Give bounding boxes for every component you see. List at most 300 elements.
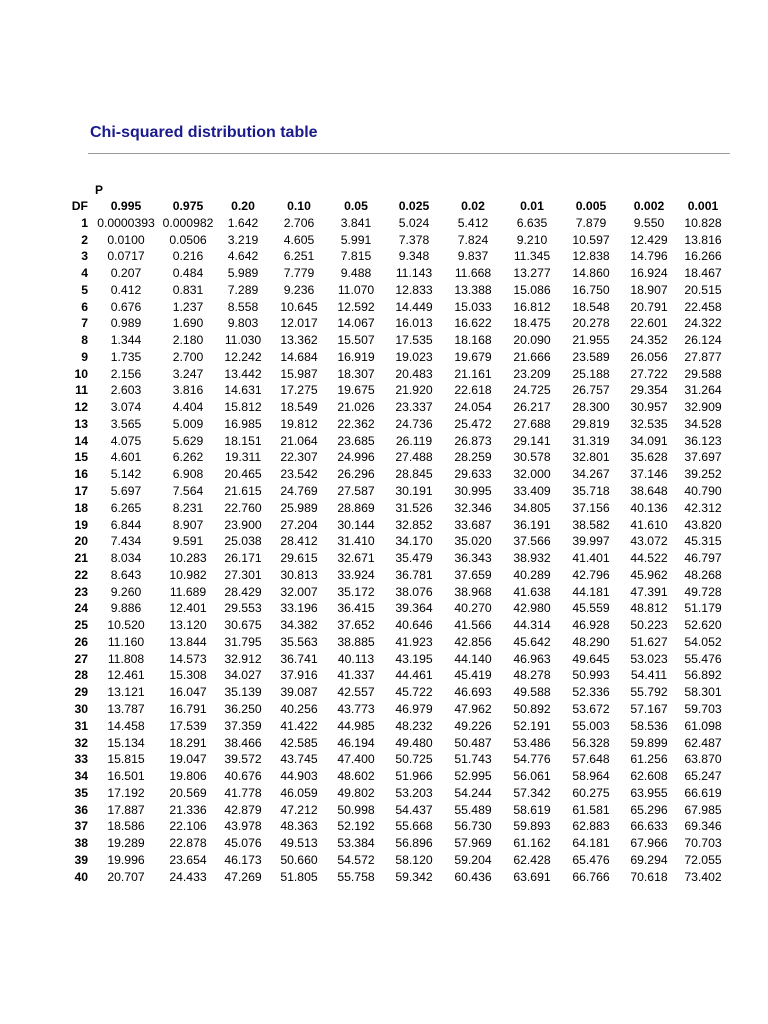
value-cell: 28.429 bbox=[224, 584, 262, 599]
table-row bbox=[62, 550, 728, 567]
value-cell: 57.342 bbox=[513, 785, 551, 800]
value-cell: 45.076 bbox=[224, 836, 262, 851]
value-cell: 9.236 bbox=[283, 282, 315, 297]
value-cell: 0.412 bbox=[110, 282, 142, 297]
df-cell: 31 bbox=[74, 718, 88, 733]
value-cell: 11.668 bbox=[454, 266, 492, 281]
df-cell: 40 bbox=[74, 869, 88, 884]
value-cell: 33.409 bbox=[513, 484, 551, 499]
value-cell: 13.442 bbox=[224, 366, 262, 381]
table-row bbox=[62, 416, 728, 433]
value-cell: 55.668 bbox=[395, 819, 433, 834]
value-cell: 42.312 bbox=[684, 500, 722, 515]
df-cell: 3 bbox=[81, 249, 88, 264]
df-cell: 29 bbox=[74, 685, 88, 700]
value-cell: 1.642 bbox=[227, 215, 259, 230]
value-cell: 49.480 bbox=[395, 735, 433, 750]
value-cell: 39.364 bbox=[395, 601, 433, 616]
value-cell: 10.597 bbox=[572, 232, 610, 247]
value-cell: 29.354 bbox=[630, 383, 668, 398]
value-cell: 18.467 bbox=[684, 266, 722, 281]
df-cell: 6 bbox=[81, 299, 88, 314]
value-cell: 20.090 bbox=[513, 333, 551, 348]
value-cell: 53.023 bbox=[630, 651, 668, 666]
value-cell: 16.266 bbox=[684, 249, 722, 264]
df-header: DF bbox=[71, 199, 88, 213]
df-cell: 15 bbox=[74, 450, 88, 465]
value-cell: 15.507 bbox=[337, 333, 375, 348]
value-cell: 20.515 bbox=[684, 282, 722, 297]
value-cell: 43.072 bbox=[630, 534, 668, 549]
table-row bbox=[62, 567, 728, 584]
value-cell: 0.0717 bbox=[107, 249, 145, 264]
value-cell: 20.707 bbox=[107, 869, 145, 884]
probability-header: 0.002 bbox=[633, 199, 665, 213]
value-cell: 36.343 bbox=[454, 551, 492, 566]
value-cell: 4.642 bbox=[227, 249, 259, 264]
value-cell: 16.622 bbox=[454, 316, 492, 331]
value-cell: 25.188 bbox=[572, 366, 610, 381]
value-cell: 30.995 bbox=[454, 484, 492, 499]
value-cell: 49.802 bbox=[337, 785, 375, 800]
value-cell: 32.007 bbox=[280, 584, 318, 599]
probability-header: 0.02 bbox=[461, 199, 485, 213]
value-cell: 34.805 bbox=[513, 500, 551, 515]
value-cell: 35.628 bbox=[630, 450, 668, 465]
value-cell: 16.047 bbox=[169, 685, 207, 700]
value-cell: 49.226 bbox=[454, 718, 492, 733]
value-cell: 26.296 bbox=[337, 467, 375, 482]
value-cell: 46.797 bbox=[684, 551, 722, 566]
value-cell: 28.259 bbox=[454, 450, 492, 465]
value-cell: 59.703 bbox=[684, 701, 722, 716]
value-cell: 6.844 bbox=[110, 517, 142, 532]
table-row bbox=[62, 466, 728, 483]
value-cell: 34.027 bbox=[224, 668, 262, 683]
value-cell: 59.893 bbox=[513, 819, 551, 834]
value-cell: 36.250 bbox=[224, 701, 262, 716]
value-cell: 53.203 bbox=[395, 785, 433, 800]
value-cell: 50.993 bbox=[572, 668, 610, 683]
table-row bbox=[62, 349, 728, 366]
value-cell: 2.603 bbox=[110, 383, 142, 398]
value-cell: 30.957 bbox=[630, 400, 668, 415]
value-cell: 16.791 bbox=[169, 701, 207, 716]
value-cell: 12.242 bbox=[224, 349, 262, 364]
value-cell: 44.181 bbox=[572, 584, 610, 599]
value-cell: 3.816 bbox=[172, 383, 204, 398]
table-row bbox=[62, 215, 728, 232]
value-cell: 30.144 bbox=[337, 517, 375, 532]
value-cell: 48.268 bbox=[684, 567, 722, 582]
value-cell: 41.337 bbox=[337, 668, 375, 683]
value-cell: 46.963 bbox=[513, 651, 551, 666]
df-cell: 4 bbox=[81, 266, 88, 281]
value-cell: 2.700 bbox=[172, 349, 204, 364]
value-cell: 20.483 bbox=[395, 366, 433, 381]
value-cell: 13.120 bbox=[169, 618, 207, 633]
value-cell: 0.676 bbox=[110, 299, 142, 314]
value-cell: 16.013 bbox=[395, 316, 433, 331]
title-divider bbox=[88, 153, 730, 154]
value-cell: 38.885 bbox=[337, 634, 375, 649]
value-cell: 48.290 bbox=[572, 634, 610, 649]
value-cell: 57.648 bbox=[572, 752, 610, 767]
value-cell: 8.558 bbox=[227, 299, 259, 314]
value-cell: 58.120 bbox=[395, 852, 433, 867]
value-cell: 18.307 bbox=[337, 366, 375, 381]
value-cell: 14.796 bbox=[630, 249, 668, 264]
value-cell: 5.009 bbox=[172, 416, 204, 431]
value-cell: 20.791 bbox=[630, 299, 668, 314]
value-cell: 26.757 bbox=[572, 383, 610, 398]
value-cell: 22.362 bbox=[337, 416, 375, 431]
value-cell: 35.139 bbox=[224, 685, 262, 700]
value-cell: 41.401 bbox=[572, 551, 610, 566]
value-cell: 29.633 bbox=[454, 467, 492, 482]
value-cell: 52.620 bbox=[684, 618, 722, 633]
value-cell: 37.652 bbox=[337, 618, 375, 633]
value-cell: 12.833 bbox=[395, 282, 433, 297]
value-cell: 2.180 bbox=[172, 333, 204, 348]
value-cell: 26.171 bbox=[224, 551, 262, 566]
value-cell: 14.573 bbox=[169, 651, 207, 666]
value-cell: 15.308 bbox=[169, 668, 207, 683]
df-cell: 23 bbox=[74, 584, 88, 599]
table-row bbox=[62, 835, 728, 852]
value-cell: 14.067 bbox=[337, 316, 375, 331]
value-cell: 38.582 bbox=[572, 517, 610, 532]
value-cell: 60.436 bbox=[454, 869, 492, 884]
value-cell: 29.819 bbox=[572, 416, 610, 431]
value-cell: 62.428 bbox=[513, 852, 551, 867]
value-cell: 18.475 bbox=[513, 316, 551, 331]
df-cell: 37 bbox=[74, 819, 88, 834]
table-row bbox=[62, 449, 728, 466]
df-cell: 32 bbox=[74, 735, 88, 750]
value-cell: 57.167 bbox=[630, 701, 668, 716]
value-cell: 27.688 bbox=[513, 416, 551, 431]
value-cell: 28.869 bbox=[337, 500, 375, 515]
value-cell: 52.336 bbox=[572, 685, 610, 700]
df-cell: 12 bbox=[74, 400, 88, 415]
value-cell: 65.476 bbox=[572, 852, 610, 867]
value-cell: 64.181 bbox=[572, 836, 610, 851]
value-cell: 41.638 bbox=[513, 584, 551, 599]
value-cell: 24.736 bbox=[395, 416, 433, 431]
value-cell: 65.247 bbox=[684, 769, 722, 784]
value-cell: 5.991 bbox=[340, 232, 372, 247]
value-cell: 49.588 bbox=[513, 685, 551, 700]
value-cell: 22.307 bbox=[280, 450, 318, 465]
value-cell: 29.588 bbox=[684, 366, 722, 381]
value-cell: 0.216 bbox=[172, 249, 204, 264]
value-cell: 47.212 bbox=[280, 802, 318, 817]
value-cell: 27.587 bbox=[337, 484, 375, 499]
value-cell: 4.404 bbox=[172, 400, 204, 415]
value-cell: 19.675 bbox=[337, 383, 375, 398]
value-cell: 32.912 bbox=[224, 651, 262, 666]
value-cell: 13.787 bbox=[107, 701, 145, 716]
value-cell: 58.301 bbox=[684, 685, 722, 700]
probability-header: 0.005 bbox=[575, 199, 607, 213]
value-cell: 15.134 bbox=[107, 735, 145, 750]
value-cell: 55.003 bbox=[572, 718, 610, 733]
value-cell: 26.119 bbox=[395, 433, 433, 448]
value-cell: 18.548 bbox=[572, 299, 610, 314]
value-cell: 55.476 bbox=[684, 651, 722, 666]
table-row bbox=[62, 500, 728, 517]
table-row bbox=[62, 248, 728, 265]
value-cell: 12.592 bbox=[337, 299, 375, 314]
header-row bbox=[62, 198, 728, 215]
value-cell: 31.795 bbox=[224, 634, 262, 649]
table-row bbox=[62, 869, 728, 886]
value-cell: 9.550 bbox=[633, 215, 665, 230]
value-cell: 22.458 bbox=[684, 299, 722, 314]
probability-header: 0.20 bbox=[231, 199, 255, 213]
table-row bbox=[62, 785, 728, 802]
table-row bbox=[62, 718, 728, 735]
df-cell: 16 bbox=[74, 467, 88, 482]
value-cell: 67.985 bbox=[684, 802, 722, 817]
value-cell: 61.162 bbox=[513, 836, 551, 851]
value-cell: 62.487 bbox=[684, 735, 722, 750]
value-cell: 27.722 bbox=[630, 366, 668, 381]
value-cell: 9.348 bbox=[398, 249, 430, 264]
value-cell: 27.488 bbox=[395, 450, 433, 465]
value-cell: 34.091 bbox=[630, 433, 668, 448]
value-cell: 9.591 bbox=[172, 534, 204, 549]
value-cell: 1.237 bbox=[172, 299, 204, 314]
df-cell: 34 bbox=[74, 769, 88, 784]
value-cell: 12.461 bbox=[107, 668, 145, 683]
value-cell: 22.878 bbox=[169, 836, 207, 851]
table-row bbox=[62, 600, 728, 617]
value-cell: 8.643 bbox=[110, 567, 142, 582]
value-cell: 54.052 bbox=[684, 634, 722, 649]
value-cell: 55.489 bbox=[454, 802, 492, 817]
value-cell: 25.989 bbox=[280, 500, 318, 515]
value-cell: 17.539 bbox=[169, 718, 207, 733]
value-cell: 63.691 bbox=[513, 869, 551, 884]
value-cell: 50.725 bbox=[395, 752, 433, 767]
df-cell: 11 bbox=[75, 383, 88, 398]
value-cell: 0.0100 bbox=[107, 232, 145, 247]
value-cell: 2.706 bbox=[283, 215, 315, 230]
value-cell: 38.076 bbox=[395, 584, 433, 599]
value-cell: 16.501 bbox=[107, 769, 145, 784]
value-cell: 31.526 bbox=[395, 500, 433, 515]
value-cell: 23.654 bbox=[169, 852, 207, 867]
value-cell: 18.151 bbox=[224, 433, 262, 448]
value-cell: 19.679 bbox=[454, 349, 492, 364]
df-cell: 33 bbox=[74, 752, 88, 767]
value-cell: 37.359 bbox=[224, 718, 262, 733]
df-cell: 2 bbox=[81, 232, 88, 247]
value-cell: 9.210 bbox=[516, 232, 548, 247]
df-cell: 39 bbox=[74, 852, 88, 867]
df-cell: 5 bbox=[81, 282, 88, 297]
value-cell: 44.461 bbox=[395, 668, 433, 683]
value-cell: 10.645 bbox=[280, 299, 318, 314]
value-cell: 41.923 bbox=[395, 634, 433, 649]
value-cell: 21.026 bbox=[337, 400, 375, 415]
probability-header: 0.001 bbox=[687, 199, 719, 213]
table-row bbox=[62, 634, 728, 651]
value-cell: 7.289 bbox=[227, 282, 259, 297]
value-cell: 8.034 bbox=[110, 551, 142, 566]
value-cell: 15.033 bbox=[454, 299, 492, 314]
value-cell: 6.635 bbox=[516, 215, 548, 230]
value-cell: 14.631 bbox=[224, 383, 262, 398]
value-cell: 40.676 bbox=[224, 769, 262, 784]
value-cell: 59.204 bbox=[454, 852, 492, 867]
table-row bbox=[62, 282, 728, 299]
value-cell: 40.113 bbox=[337, 651, 375, 666]
value-cell: 52.192 bbox=[337, 819, 375, 834]
value-cell: 36.415 bbox=[337, 601, 375, 616]
df-cell: 21 bbox=[74, 551, 88, 566]
table-row bbox=[62, 751, 728, 768]
value-cell: 5.142 bbox=[110, 467, 142, 482]
value-cell: 7.879 bbox=[575, 215, 607, 230]
value-cell: 4.605 bbox=[283, 232, 315, 247]
value-cell: 30.675 bbox=[224, 618, 262, 633]
table-row bbox=[62, 533, 728, 550]
value-cell: 66.633 bbox=[630, 819, 668, 834]
value-cell: 41.778 bbox=[224, 785, 262, 800]
value-cell: 3.074 bbox=[110, 400, 142, 415]
value-cell: 3.219 bbox=[227, 232, 259, 247]
value-cell: 0.000982 bbox=[162, 215, 214, 230]
value-cell: 20.569 bbox=[169, 785, 207, 800]
df-cell: 25 bbox=[74, 618, 88, 633]
value-cell: 40.790 bbox=[684, 484, 722, 499]
value-cell: 27.204 bbox=[280, 517, 318, 532]
value-cell: 5.629 bbox=[172, 433, 204, 448]
value-cell: 54.437 bbox=[395, 802, 433, 817]
value-cell: 24.352 bbox=[630, 333, 668, 348]
value-cell: 62.883 bbox=[572, 819, 610, 834]
df-cell: 19 bbox=[74, 517, 88, 532]
value-cell: 47.400 bbox=[337, 752, 375, 767]
value-cell: 47.269 bbox=[224, 869, 262, 884]
value-cell: 24.433 bbox=[169, 869, 207, 884]
value-cell: 21.920 bbox=[395, 383, 433, 398]
value-cell: 1.735 bbox=[110, 349, 142, 364]
value-cell: 20.465 bbox=[224, 467, 262, 482]
table-row bbox=[62, 315, 728, 332]
value-cell: 50.660 bbox=[280, 852, 318, 867]
value-cell: 32.346 bbox=[454, 500, 492, 515]
table-row bbox=[62, 382, 728, 399]
value-cell: 56.892 bbox=[684, 668, 722, 683]
value-cell: 37.566 bbox=[513, 534, 551, 549]
value-cell: 21.666 bbox=[513, 349, 551, 364]
value-cell: 9.803 bbox=[227, 316, 259, 331]
value-cell: 21.336 bbox=[169, 802, 207, 817]
df-cell: 10 bbox=[74, 366, 88, 381]
value-cell: 45.419 bbox=[454, 668, 492, 683]
value-cell: 43.745 bbox=[280, 752, 318, 767]
table-row bbox=[62, 651, 728, 668]
value-cell: 10.520 bbox=[107, 618, 145, 633]
value-cell: 23.542 bbox=[280, 467, 318, 482]
value-cell: 45.962 bbox=[630, 567, 668, 582]
value-cell: 29.141 bbox=[513, 433, 551, 448]
value-cell: 61.581 bbox=[572, 802, 610, 817]
value-cell: 34.528 bbox=[684, 416, 722, 431]
value-cell: 10.283 bbox=[169, 551, 207, 566]
value-cell: 43.978 bbox=[224, 819, 262, 834]
value-cell: 44.903 bbox=[280, 769, 318, 784]
value-cell: 19.806 bbox=[169, 769, 207, 784]
df-cell: 1 bbox=[81, 215, 88, 230]
value-cell: 11.143 bbox=[395, 266, 433, 281]
value-cell: 46.979 bbox=[395, 701, 433, 716]
value-cell: 44.522 bbox=[630, 551, 668, 566]
value-cell: 50.223 bbox=[630, 618, 668, 633]
df-cell: 27 bbox=[74, 651, 88, 666]
value-cell: 38.932 bbox=[513, 551, 551, 566]
value-cell: 12.401 bbox=[169, 601, 207, 616]
value-cell: 9.488 bbox=[340, 266, 372, 281]
value-cell: 34.267 bbox=[572, 467, 610, 482]
table-row bbox=[62, 701, 728, 718]
value-cell: 18.907 bbox=[630, 282, 668, 297]
value-cell: 35.020 bbox=[454, 534, 492, 549]
value-cell: 1.344 bbox=[110, 333, 142, 348]
value-cell: 25.038 bbox=[224, 534, 262, 549]
value-cell: 5.989 bbox=[227, 266, 259, 281]
value-cell: 4.601 bbox=[110, 450, 142, 465]
value-cell: 7.779 bbox=[283, 266, 315, 281]
value-cell: 44.314 bbox=[513, 618, 551, 633]
df-cell: 18 bbox=[74, 500, 88, 515]
value-cell: 66.766 bbox=[572, 869, 610, 884]
value-cell: 48.232 bbox=[395, 718, 433, 733]
value-cell: 11.160 bbox=[107, 634, 145, 649]
value-cell: 28.412 bbox=[280, 534, 318, 549]
value-cell: 14.860 bbox=[572, 266, 610, 281]
value-cell: 5.697 bbox=[110, 484, 142, 499]
probability-header: 0.995 bbox=[110, 199, 142, 213]
table-row bbox=[62, 735, 728, 752]
value-cell: 23.209 bbox=[513, 366, 551, 381]
value-cell: 31.319 bbox=[572, 433, 610, 448]
value-cell: 13.816 bbox=[684, 232, 722, 247]
value-cell: 14.458 bbox=[107, 718, 145, 733]
table-row bbox=[62, 517, 728, 534]
value-cell: 12.017 bbox=[280, 316, 318, 331]
value-cell: 0.0506 bbox=[169, 232, 207, 247]
value-cell: 46.173 bbox=[224, 852, 262, 867]
value-cell: 21.955 bbox=[572, 333, 610, 348]
value-cell: 56.061 bbox=[513, 769, 551, 784]
value-cell: 16.924 bbox=[630, 266, 668, 281]
probability-header: 0.975 bbox=[172, 199, 204, 213]
value-cell: 40.646 bbox=[395, 618, 433, 633]
value-cell: 18.586 bbox=[107, 819, 145, 834]
value-cell: 43.773 bbox=[337, 701, 375, 716]
value-cell: 39.572 bbox=[224, 752, 262, 767]
value-cell: 5.412 bbox=[457, 215, 489, 230]
value-cell: 26.124 bbox=[684, 333, 722, 348]
value-cell: 18.291 bbox=[169, 735, 207, 750]
value-cell: 63.955 bbox=[630, 785, 668, 800]
value-cell: 29.615 bbox=[280, 551, 318, 566]
